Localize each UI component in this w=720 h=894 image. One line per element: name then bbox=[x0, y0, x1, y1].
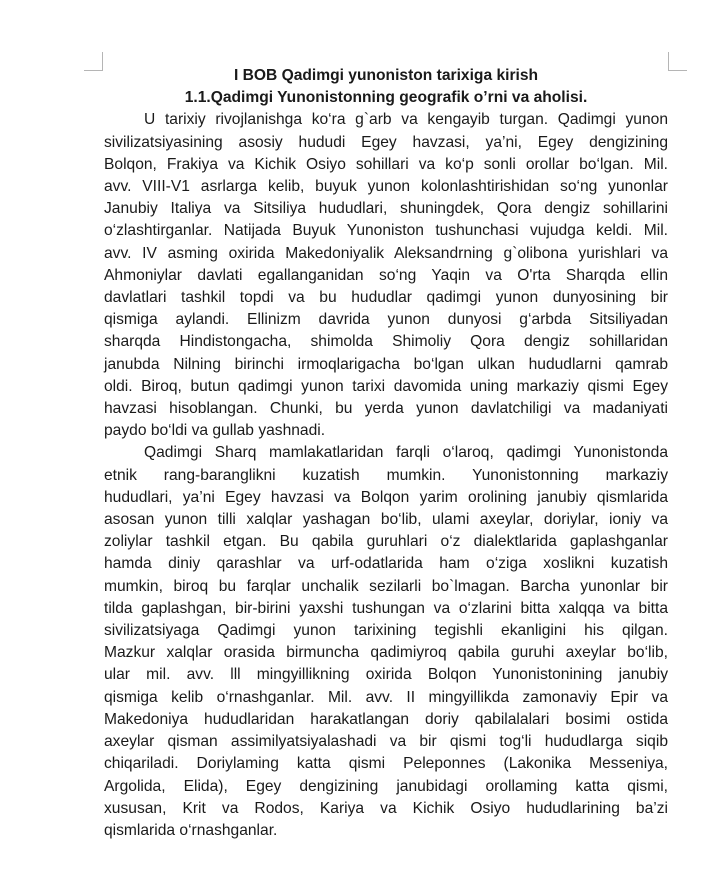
document-body bbox=[104, 65, 668, 842]
paragraph-line: qismlarida o‘rnashganlar. bbox=[104, 821, 278, 839]
paragraph-line: axeylar qisman assimilyatsiyalashadi va bir qismi tog‘li hududlarga siqib bbox=[104, 733, 668, 751]
paragraph-line: U tarixiy rivojlanishga ko‘ra g`arb va kengayib turgan. Qadimgi yunon bbox=[144, 111, 668, 129]
paragraph bbox=[104, 442, 668, 842]
paragraph-line: janubda Nilning birinchi irmoqlarigacha bo‘lgan ulkan hududlarni qamrab bbox=[104, 355, 668, 373]
paragraph bbox=[104, 109, 668, 442]
paragraph-line: etnik rang-baranglikni kuzatish mumkin. Yunonistonning markaziy bbox=[104, 466, 668, 484]
paragraph-line: mumkin, biroq bu farqlar unchalik sezilarli bo`lmagan. Barcha yunonlar bir bbox=[104, 577, 668, 595]
paragraph-line: Bolqon, Frakiya va Kichik Osiyo sohillari va ko‘p sonli orollar bo‘lgan. Mil. bbox=[104, 155, 668, 173]
paragraph-line: avv. IV asming oxirida Makedoniyalik Aleksandrning g`olibona yurishlari va bbox=[104, 244, 668, 262]
paragraph-line: havzasi hisoblangan. Chunki, bu yerda yunon davlatchiligi va madaniyati bbox=[104, 400, 668, 418]
paragraph-line: qismiga kelib o‘rnashganlar. Mil. avv. II mingyillikda zamonaviy Epir va bbox=[104, 688, 668, 706]
paragraph-line: Argolida, Elida), Egey dengizining janubidagi orollaming katta qismi, bbox=[104, 777, 668, 795]
chapter-title: I BOB Qadimgi yunoniston tarixiga kirish bbox=[233, 67, 539, 84]
paragraph-line: chiqariladi. Doriylaming katta qismi Peleponnes (Lakonika Messeniya, bbox=[104, 755, 668, 773]
paragraph-line: Mazkur xalqlar orasida birmuncha qadimiyroq qabila guruhi axeylar bo‘lib, bbox=[104, 644, 668, 662]
paragraph-line: hududlari, ya’ni Egey havzasi va Bolqon yarim orolining janubiy qismlarida bbox=[104, 488, 668, 506]
page-corner-mark-top-right bbox=[668, 52, 687, 71]
paragraph-line: Makedoniya hududlaridan harakatlangan doriy qabilalalari bosimi ostida bbox=[104, 710, 668, 728]
paragraph-line: Janubiy Italiya va Sitsiliya hududlari, shuningdek, Qora dengiz sohillarini bbox=[104, 200, 668, 218]
paragraph-line: sivilizatsiyasining asosiy hududi Egey havzasi, ya’ni, Egey dengizining bbox=[104, 133, 668, 151]
paragraph-line: paydo bo‘ldi va gullab yashnadi. bbox=[104, 422, 326, 440]
paragraph-line: tilda gaplashgan, bir-birini yaxshi tushungan va o‘zlarini bitta xalqqa va bitta bbox=[104, 599, 668, 617]
section-title: 1.1.Qadimgi Yunonistonning geografik o’rni va aholisi. bbox=[184, 89, 588, 107]
paragraph-line: hamda diniy qarashlar va urf-odatlarida ham o‘ziga xoslikni kuzatish bbox=[104, 555, 668, 573]
paragraph-line: avv. VIII-V1 asrlarga kelib, buyuk yunon kolonlashtirishidan so‘ng yunonlar bbox=[104, 178, 668, 196]
paragraph-line: ular mil. avv. lll mingyillikning oxirida Bolqon Yunonistonining janubiy bbox=[104, 666, 668, 684]
paragraph-line: sivilizatsiyaga Qadimgi yunon tarixining tegishli ekanligini his qilgan. bbox=[104, 622, 668, 640]
paragraphs-container bbox=[104, 109, 668, 842]
paragraph-line: xususan, Krit va Rodos, Kariya va Kichik Osiyo hududlarining ba’zi bbox=[104, 799, 668, 817]
paragraph-line: o‘zlashtirganlar. Natijada Buyuk Yunoniston tushunchasi vujudga keldi. Mil. bbox=[104, 222, 668, 240]
paragraph-line: sharqda Hindistongacha, shimolda Shimoliy Qora dengiz sohillaridan bbox=[104, 333, 668, 351]
paragraph-line: asosan yunon tilli xalqlar yashagan bo‘lib, ulami axeylar, doriylar, ioniy va bbox=[104, 511, 668, 529]
paragraph-line: davlatlari tashkil topdi va bu hududlar qadimgi yunon dunyosining bir bbox=[104, 289, 668, 307]
paragraph-line: oldi. Biroq, butun qadimgi yunon tarixi davomida uning markaziy qismi Egey bbox=[104, 377, 668, 395]
paragraph-line: zoliylar tashkil etgan. Bu qabila guruhlari o‘z dialektlarida gaplashganlar bbox=[104, 533, 668, 551]
paragraph-line: Ahmoniylar davlati egallanganidan so‘ng Yaqin va O'rta Sharqda ellin bbox=[104, 266, 668, 284]
paragraph-line: qismiga aylandi. Ellinizm davrida yunon dunyosi g‘arbda Sitsiliyadan bbox=[104, 311, 668, 329]
paragraph-line: Qadimgi Sharq mamlakatlaridan farqli o‘laroq, qadimgi Yunonistonda bbox=[144, 444, 668, 462]
page-corner-mark-top-left bbox=[84, 52, 103, 71]
